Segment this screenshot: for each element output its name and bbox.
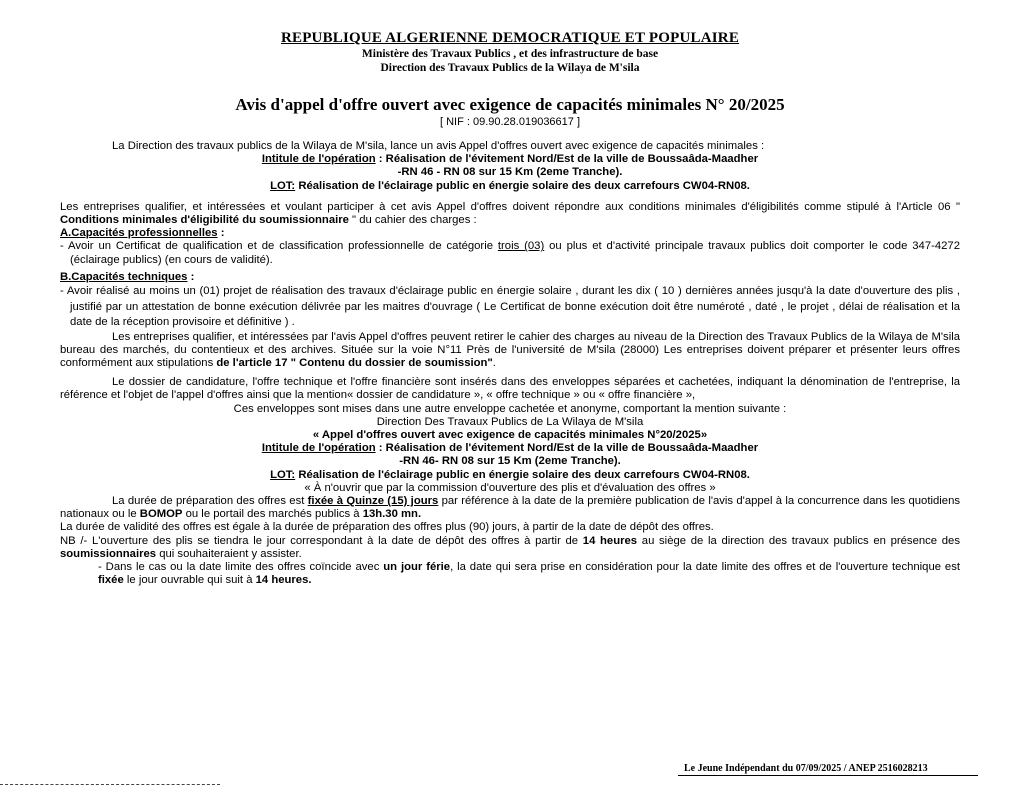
envelope-operation-line-1 [60,442,960,455]
section-a-text-2: ou plus et d'activité principale travaux publics doit comporter le code 347-4272 (éclairage publics) (en cours de validité). [70,240,960,266]
nb-text-2: au siège de la direction des travaux publics en présence des [637,534,960,547]
preparation-paragraph [60,495,960,521]
operation-line-2: -RN 46 - RN 08 sur 15 Km (2eme Tranche). [397,166,623,179]
lot-line [60,180,960,193]
holiday-text-2: , la date qui sera prise en considération pour la date limite des offres et de l'ouverture technique est [450,560,960,573]
section-b-text: - Avoir réalisé au moins un (01) projet de réalisation des travaux d'éclairage public en énergie solaire , durant les dix ( 10 ) dernières années jusqu'à la date d'ouverture des plis , justifié par un attestation de bonne exécution délivrée par les maitres d'ouvrage ( Le Certificat de bonne exécution doit être numéroté , daté , le projet , délai de réalisation et la date de la réception provisoire et définitive ) . [60,285,960,329]
nb-hour: 14 heures [582,534,638,547]
retrait-bold: de l'article 17 " Contenu du dossier de soumission" [216,356,493,369]
retrait-paragraph [60,331,960,371]
republique-heading: REPUBLIQUE ALGERIENNE DEMOCRATIQUE ET POPULAIRE [280,30,740,46]
nb-text-3: qui souhaiteraient y assister. [156,547,302,560]
notice-body [60,140,960,587]
lot-text: Réalisation de l'éclairage public en énergie solaire des deux carrefours CW04-RN08. [295,179,750,192]
footer-rule [678,775,978,776]
preparation-text-1: La durée de préparation des offres est [112,494,308,507]
validity-paragraph: La durée de validité des offres est égale à la durée de préparation des offres plus (90) jours, à partir de la date de dépôt des offres. [60,521,714,534]
section-a-text [60,240,960,266]
section-b-suffix: : [187,270,195,283]
preparation-text-3: ou le portail des marchés publics à [182,508,363,521]
preparation-time: 13h.30 mn. [362,508,422,521]
operation-line-1 [60,153,960,166]
bomop-label: BOMOP [139,508,183,521]
retrait-end: . [492,356,496,369]
conditions-bold: Conditions minimales d'éligibilité du soumissionnaire [60,214,349,227]
holiday-bold: un jour férie [383,560,451,573]
retrait-text: Les entreprises qualifier, et intéressées par l'avis Appel d'offres peuvent retirer le cahier des charges au niveau de la Direction des Travaux Publics de la Wilaya de M'sila bureau des marchés, du contentieux et des archives. Située sur la voie N°11 Près de l'université de M'sila (28000) Les entreprises doivent préparer et présenter leurs offres conformément aux stipulations [60,330,960,369]
envelope-operation-label: Intitule de l'opération [261,442,376,455]
ministere-heading: Ministère des Travaux Publics , et des infrastructure de base [361,48,659,60]
section-a-label: A.Capacités professionnelles [60,227,218,240]
intro-paragraph: La Direction des travaux publics de la Wilaya de M'sila, lance un avis Appel d'offres ouvert avec exigence de capacités minimales : [112,140,765,152]
envelope-lot-text: Réalisation de l'éclairage public en énergie solaire des deux carrefours CW04-RN08. [295,468,750,481]
do-not-open-line: « À n'ouvrir que par la commission d'ouverture des plis et d'évaluation des offres » [304,481,716,494]
envelope-paragraph: Ces enveloppes sont mises dans une autre enveloppe cachetée et anonyme, comportant la mention suivante : [233,402,787,415]
lot-label: LOT: [270,179,296,192]
preparation-duration: fixée à Quinze (15) jours [307,494,439,507]
document-header [60,30,960,75]
section-a-category: trois (03) [497,240,545,253]
publication-footer: Le Jeune Indépendant du 07/09/2025 / ANEP 2516028213 [684,763,928,774]
operation-text-1: : Réalisation de l'évitement Nord/Est de la ville de Boussaâda-Maadher [375,153,759,166]
section-a-suffix: : [217,227,225,240]
nb-text-1: NB /- L'ouverture des plis se tiendra le jour correspondant à la date de dépôt des offres à partir de [60,534,583,547]
conditions-paragraph [60,201,960,227]
document-page [60,30,960,587]
section-a-text-1: - Avoir un Certificat de qualification et de classification professionnelle de catégorie [60,240,498,253]
envelope-operation-line-2: -RN 46- RN 08 sur 15 Km (2eme Tranche). [399,455,621,468]
holiday-hour: 14 heures. [255,574,312,587]
envelope-operation-text-1: : Réalisation de l'évitement Nord/Est de la ville de Boussaâda-Maadher [375,442,759,455]
section-b-label: B.Capacités techniques [60,270,188,283]
holiday-fixed: fixée [98,574,124,587]
holiday-text-1: - Dans le cas ou la date limite des offres coïncide avec [98,560,384,573]
section-a-title [60,227,960,240]
envelope-lot-line [60,469,960,482]
direction-heading: Direction des Travaux Publics de la Wilaya de M'sila [380,62,640,74]
nif-number: [ NIF : 09.90.28.019036617 ] [439,116,581,128]
envelope-line-1: Direction Des Travaux Publics de La Wilaya de M'sila [376,415,644,428]
envelope-line-2: « Appel d'offres ouvert avec exigence de capacités minimales N°20/2025» [312,428,708,441]
holiday-paragraph [60,561,960,587]
section-b-title [60,271,960,284]
conditions-text: Les entreprises qualifier, et intéressées et voulant participer à cet avis Appel d'offres doivent répondre aux conditions minimales d'éligibilités comme stipulé à l'Article 06 " [60,200,960,213]
envelope-lot-label: LOT: [270,468,296,481]
dossier-paragraph: Le dossier de candidature, l'offre technique et l'offre financière sont insérés dans des enveloppes séparées et cachetées, indiquant la dénomination de l'entreprise, la référence et l'objet de l'appel d'offres ainsi que la mention« dossier de candidature », « offre technique » ou « offre financière », [60,376,960,402]
nb-paragraph [60,535,960,561]
operation-label: Intitule de l'opération [261,153,376,166]
preparation-text-2: par référence à la date de la première publication de l'avis d'appel à la concurrence dans les quotidiens nationaux ou le [60,494,960,521]
notice-title: Avis d'appel d'offre ouvert avec exigence de capacités minimales N° 20/2025 [235,95,785,114]
conditions-end: " du cahier des charges : [348,214,477,227]
nb-bidders: soumissionnaires [60,547,157,560]
scan-artifact-line [0,784,220,785]
holiday-text-3: le jour ouvrable qui suit à [123,574,256,587]
